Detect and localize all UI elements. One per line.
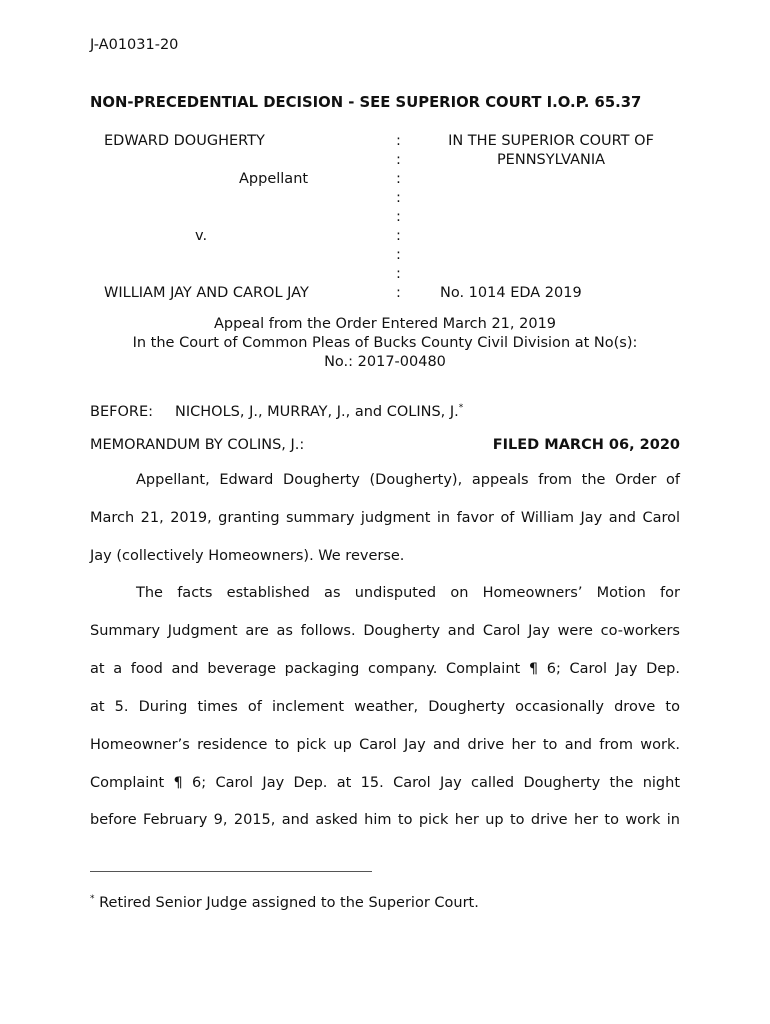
caption-separator: : [396,247,401,263]
body-line: at a food and beverage packaging company. Complaint ¶ 6; Carol Jay Dep. [90,661,680,677]
appeal-line: Appeal from the Order Entered March 21, 2019 [213,316,557,332]
judges-text: NICHOLS, J., MURRAY, J., and COLINS, J. [175,404,459,420]
before-judges [175,403,463,421]
body-line: The facts established as undisputed on Homeowners’ Motion for [136,585,680,601]
caption-separator: : [396,228,401,244]
appellant-role: Appellant [239,171,309,187]
caption-separator: : [396,152,401,168]
filed-date: FILED MARCH 06, 2020 [492,437,680,453]
non-precedential-notice: NON-PRECEDENTIAL DECISION - SEE SUPERIOR COURT I.O.P. 65.37 [90,94,642,111]
footnote-text: Retired Senior Judge assigned to the Superior Court. [99,895,479,911]
footnote-marker: * [90,894,95,905]
body-line: March 21, 2019, granting summary judgment in favor of William Jay and Carol [90,510,680,526]
body-line: Jay (collectively Homeowners). We reverse. [90,548,405,564]
versus: v. [195,228,208,244]
caption-separator: : [396,171,401,187]
appeal-line: No.: 2017-00480 [324,354,446,370]
body-line: Complaint ¶ 6; Carol Jay Dep. at 15. Carol Jay called Dougherty the night [90,775,680,791]
caption-separator: : [396,190,401,206]
court-name-line2: PENNSYLVANIA [496,152,606,168]
appellee-name: WILLIAM JAY AND CAROL JAY [104,285,309,301]
court-name-line1: IN THE SUPERIOR COURT OF [448,133,654,149]
body-line: Appellant, Edward Dougherty (Dougherty), appeals from the Order of [136,472,680,488]
document-id: J-A01031-20 [90,37,179,53]
caption-separator: : [396,209,401,225]
docket-number: No. 1014 EDA 2019 [440,285,582,301]
body-line: before February 9, 2015, and asked him to pick her up to drive her to work in [90,812,680,828]
footnote-divider [90,871,372,872]
appeal-line: In the Court of Common Pleas of Bucks County Civil Division at No(s): [132,335,638,351]
memorandum-author: MEMORANDUM BY COLINS, J.: [90,437,305,453]
footnote [90,894,479,912]
appellant-name: EDWARD DOUGHERTY [104,133,265,149]
footnote-reference[interactable]: * [458,403,464,414]
caption-separator: : [396,285,401,301]
body-line: Homeowner’s residence to pick up Carol Jay and drive her to and from work. [90,737,680,753]
before-label: BEFORE: [90,404,153,420]
caption-separator: : [396,133,401,149]
body-line: at 5. During times of inclement weather, Dougherty occasionally drove to [90,699,680,715]
caption-separator: : [396,266,401,282]
body-line: Summary Judgment are as follows. Dougherty and Carol Jay were co-workers [90,623,680,639]
